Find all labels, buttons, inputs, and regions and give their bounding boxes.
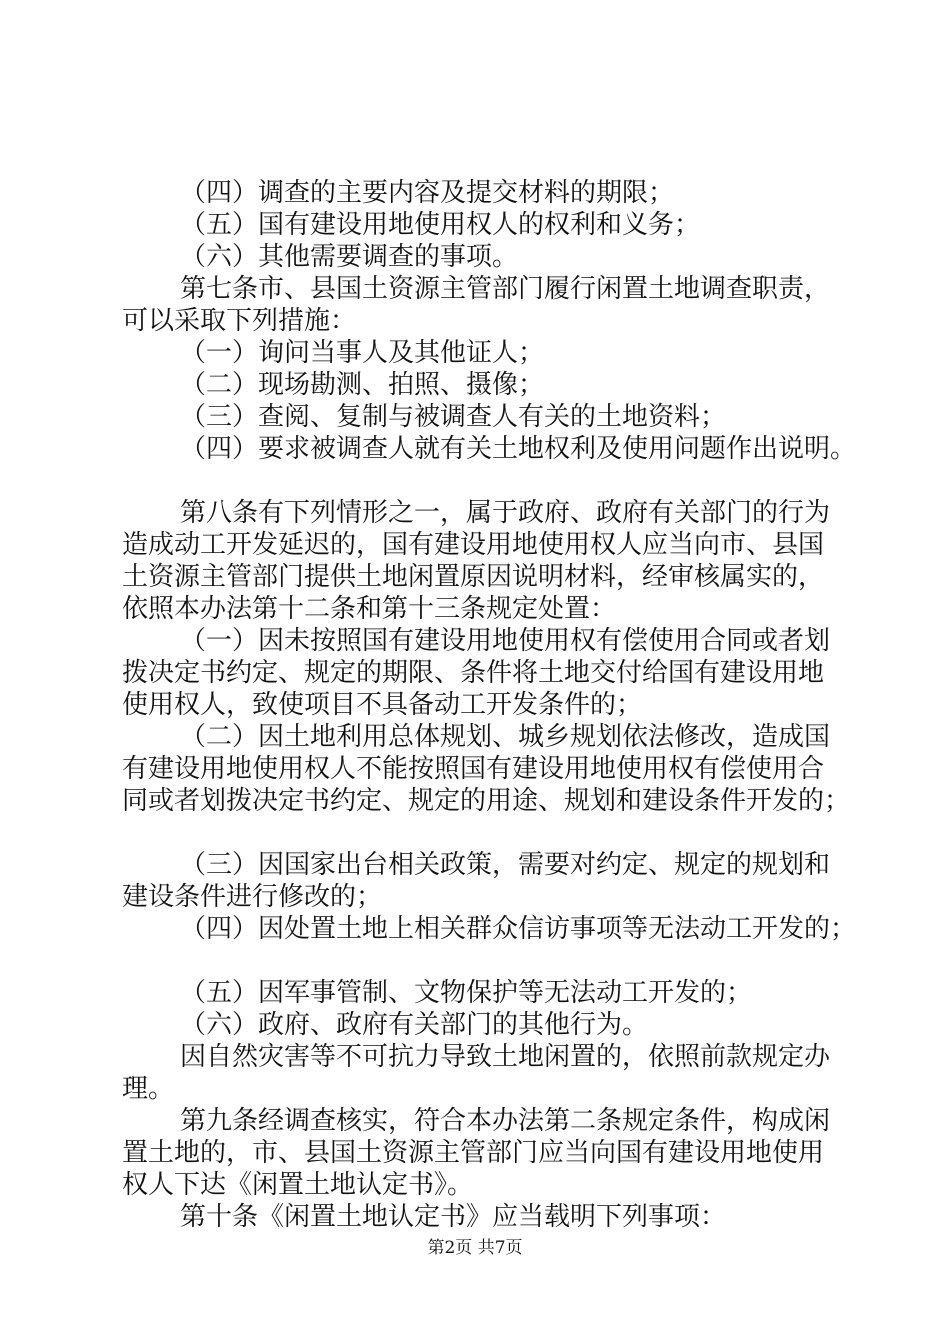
text-line: 第九条经调查核实，符合本办法第二条规定条件，构成闲	[180, 1106, 831, 1136]
text-line: （五）国有建设用地使用权人的权利和义务；	[180, 210, 701, 240]
text-line: 理。	[122, 1074, 175, 1104]
text-line: （二）现场勘测、拍照、摄像；	[180, 370, 545, 400]
text-line: 有建设用地使用权人不能按照国有建设用地使用权有偿使用合	[122, 754, 825, 784]
text-line: 建设条件进行修改的；	[122, 882, 383, 912]
text-line: 因自然灾害等不可抗力导致土地闲置的，依照前款规定办	[180, 1042, 831, 1072]
text-line: （三）因国家出台相关政策，需要对约定、规定的规划和	[180, 850, 831, 880]
text-line: 同或者划拨决定书约定、规定的用途、规划和建设条件开发的；	[122, 786, 851, 816]
text-line: 拨决定书约定、规定的期限、条件将土地交付给国有建设用地	[122, 658, 825, 688]
text-line: （二）因土地利用总体规划、城乡规划依法修改，造成国	[180, 722, 831, 752]
text-line: （六）其他需要调查的事项。	[180, 242, 519, 272]
text-line: （四）因处置土地上相关群众信访事项等无法动工开发的；	[180, 914, 857, 944]
text-line: 置土地的，市、县国土资源主管部门应当向国有建设用地使用	[122, 1138, 825, 1168]
text-line: 第八条有下列情形之一，属于政府、政府有关部门的行为	[180, 498, 831, 528]
text-line: （一）询问当事人及其他证人；	[180, 338, 545, 368]
text-line: （五）因军事管制、文物保护等无法动工开发的；	[180, 978, 753, 1008]
text-line: （六）政府、政府有关部门的其他行为。	[180, 1010, 649, 1040]
text-line: 第七条市、县国土资源主管部门履行闲置土地调查职责，	[180, 274, 831, 304]
text-line: 权人下达《闲置土地认定书》。	[122, 1170, 474, 1200]
text-line: （四）调查的主要内容及提交材料的期限；	[180, 178, 675, 208]
text-line: 可以采取下列措施：	[122, 306, 357, 336]
text-line: （一）因未按照国有建设用地使用权有偿使用合同或者划	[180, 626, 831, 656]
text-line: 使用权人，致使项目不具备动工开发条件的；	[122, 690, 643, 720]
text-line: （四）要求被调查人就有关土地权利及使用问题作出说明。	[180, 434, 857, 464]
text-line: 第十条《闲置土地认定书》应当载明下列事项：	[180, 1202, 727, 1232]
text-line: （三）查阅、复制与被调查人有关的土地资料；	[180, 402, 727, 432]
text-line: 依照本办法第十二条和第十三条规定处置：	[122, 594, 617, 624]
text-line: 造成动工开发延迟的，国有建设用地使用权人应当向市、县国	[122, 530, 825, 560]
page-number-footer: 第2页 共7页	[427, 1238, 523, 1258]
text-line: 土资源主管部门提供土地闲置原因说明材料，经审核属实的，	[122, 562, 825, 592]
